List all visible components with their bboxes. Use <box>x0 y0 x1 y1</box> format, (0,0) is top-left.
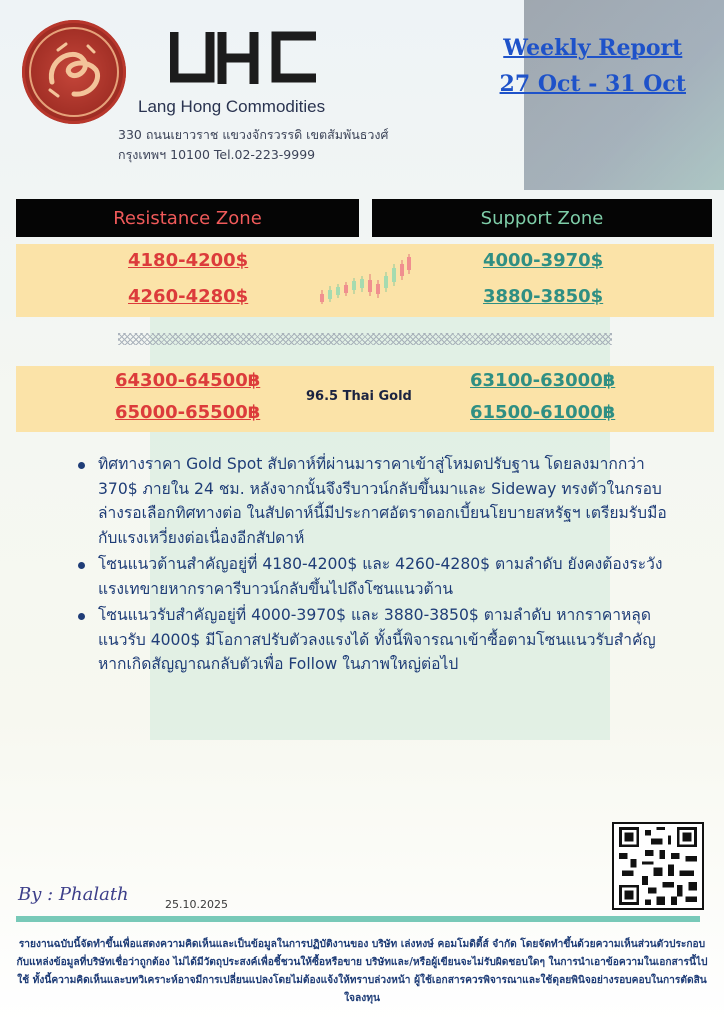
candlestick-icon <box>318 252 413 308</box>
company-seal-logo <box>22 20 126 124</box>
disclaimer-text: รายงานฉบับนี้จัดทำขึ้นเพื่อแสดงความคิดเห็นและเป็นข้อมูลในการปฏิบัติงานของ บริษัท เล่งหงษ์ คอมโมดิตี้ส์ จำกัด โดยจัดทำขึ้นด้วยความเห็นส่วนตัวประกอบกับแหล่งข้อมูลที่บริษัทเชื่อว่าถูกต้อง ไม่ได้มีวัตถุประสงค์เพื่อชี้ชวนให้ซื้อหรือขาย บริษัทและ/หรือผู้เขียนจะไม่รับผิดชอบใดๆ ในการนำเอาข้อความในเอกสารนี้ไปใช้ ทั้งนี้ความคิดเห็นและบทวิเคราะห์อาจมีการเปลี่ยนแปลงโดยไม่ต้องแจ้งให้ทราบล่วงหน้า ผู้ใช้เอกสารควรพิจารณาและใช้ดุลยพินิจอย่างรอบคอบในการตัดสินใจลงทุน <box>16 939 708 1004</box>
analysis-item: ทิศทางราคา Gold Spot สัปดาห์ที่ผ่านมาราคาเข้าสู่โหมดปรับฐาน โดยลงมากกว่า 370$ ภายใน 24 ชม. หลังจากนั้นจึงรีบาวน์กลับขึ้นมาและ Sideway ทรงตัวในกรอบล่างรอเลือกทิศทางต่อ ในสัปดาห์นี้มีประกาศอัตราดอกเบี้ยนโยบายสหรัฐฯ เตรียมรับมือกับแรงเหวี่ยงต่อเนื่องอีกสัปดาห์ <box>74 452 674 550</box>
company-name: Lang Hong Commodities <box>138 97 326 116</box>
support-level: 4000-3970$ <box>483 250 604 271</box>
address-line: กรุงเทพฯ 10100 Tel.02-223-9999 <box>118 147 316 162</box>
report-heading <box>500 30 686 102</box>
author-signature: By : Phalath <box>18 884 129 905</box>
report-title: Weekly Report <box>503 35 683 61</box>
resistance-level: 65000-65500฿ <box>115 402 261 423</box>
analysis-item: โซนแนวต้านสำคัญอยู่ที่ 4180-4200$ และ 4260-4280$ ตามลำดับ ยังคงต้องระวังแรงเทขายหากราคารีบาวน์กลับขึ้นไปถึงโซนแนวต้าน <box>74 552 674 601</box>
support-level: 61500-61000฿ <box>470 402 616 423</box>
resistance-zone-header: Resistance Zone <box>16 199 359 237</box>
resistance-level: 4180-4200$ <box>128 250 249 271</box>
section-divider <box>118 333 612 345</box>
address-line: 330 ถนนเยาวราช แขวงจักรวรรดิ เขตสัมพันธวงศ์ <box>118 127 389 142</box>
footer-divider <box>16 916 700 922</box>
analysis-item: โซนแนวรับสำคัญอยู่ที่ 4000-3970$ และ 3880-3850$ ตามลำดับ หากราคาหลุดแนวรับ 4000$ มีโอกาสปรับตัวลงแรงได้ ทั้งนี้พิจารณาเข้าซื้อตามโซนแนวรับสำคัญหากเกิดสัญญาณกลับตัวเพื่อ Follow ในภาพใหญ่ต่อไป <box>74 603 674 677</box>
thai-gold-label: 96.5 Thai Gold <box>306 389 412 404</box>
report-date: 25.10.2025 <box>165 898 228 911</box>
report-period: 27 Oct - 31 Oct <box>499 71 686 97</box>
support-level: 3880-3850$ <box>483 286 604 307</box>
analysis-list <box>74 452 674 679</box>
support-level: 63100-63000฿ <box>470 370 616 391</box>
support-zone-header: Support Zone <box>372 199 712 237</box>
resistance-level: 4260-4280$ <box>128 286 249 307</box>
company-address <box>118 125 388 165</box>
lhc-logo-icon <box>170 28 320 88</box>
resistance-level: 64300-64500฿ <box>115 370 261 391</box>
qr-code-icon <box>612 822 704 910</box>
